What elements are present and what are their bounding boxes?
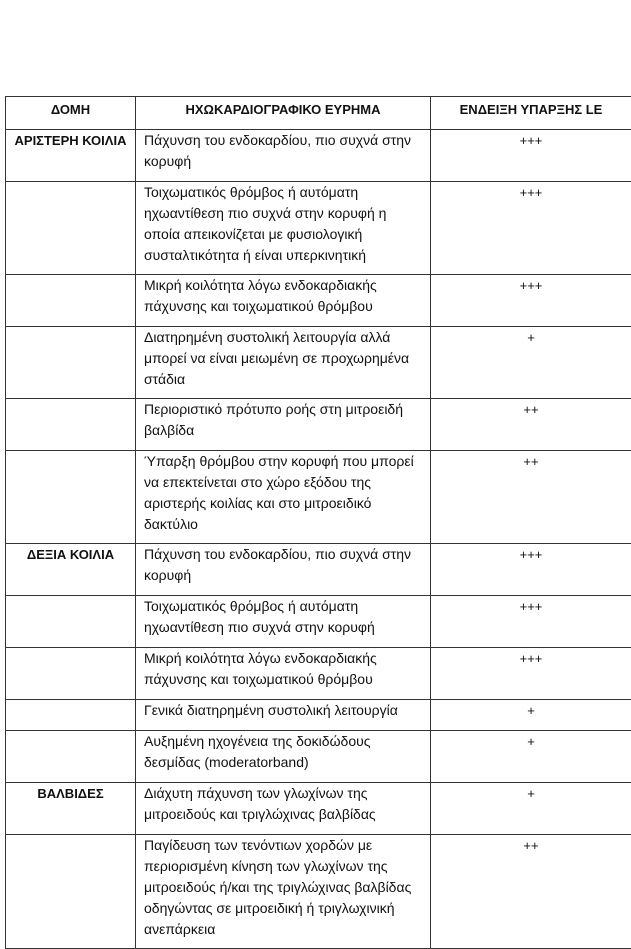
structure-cell: [6, 648, 136, 700]
level-cell: +: [431, 731, 631, 783]
table-body: [6, 130, 631, 949]
structure-cell: [6, 700, 136, 731]
level-cell: +: [431, 700, 631, 731]
structure-cell: [6, 327, 136, 399]
table-row: [6, 783, 631, 835]
finding-cell: Τοιχωματικός θρόμβος ή αυτόματη ηχωαντίθεση πιο συχνά στην κορυφή η οποία απεικονίζεται με φυσιολογική συσταλτικότητα ή είναι υπερκινητική: [136, 182, 431, 275]
finding-cell: Ύπαρξη θρόμβου στην κορυφή που μπορεί να επεκτείνεται στο χώρο εξόδου της αριστερής κοιλίας και στο μιτροειδικό δακτύλιο: [136, 451, 431, 544]
structure-cell: ΔΕΞΙΑ ΚΟΙΛΙΑ: [6, 544, 136, 596]
finding-cell: Γενικά διατηρημένη συστολική λειτουργία: [136, 700, 431, 731]
table-header-row: [6, 97, 631, 130]
level-cell: ++: [431, 451, 631, 544]
findings-table: [5, 96, 631, 949]
table-row: [6, 596, 631, 648]
level-cell: +: [431, 327, 631, 399]
finding-cell: Αυξημένη ηχογένεια της δοκιδώδους δεσμίδας (moderatorband): [136, 731, 431, 783]
structure-cell: [6, 399, 136, 451]
finding-cell: Πάχυνση του ενδοκαρδίου, πιο συχνά στην κορυφή: [136, 544, 431, 596]
finding-cell: Μικρή κοιλότητα λόγω ενδοκαρδιακής πάχυνσης και τοιχωματικού θρόμβου: [136, 648, 431, 700]
level-cell: +: [431, 783, 631, 835]
structure-cell: [6, 596, 136, 648]
level-cell: ++: [431, 399, 631, 451]
level-cell: ++: [431, 835, 631, 949]
header-structure: ΔΟΜΗ: [6, 97, 136, 130]
table-row: [6, 327, 631, 399]
table-row: [6, 182, 631, 275]
table-row: [6, 648, 631, 700]
header-level: ΕΝΔΕΙΞΗ ΥΠΑΡΞΗΣ LE: [431, 97, 631, 130]
level-cell: +++: [431, 130, 631, 182]
table-row: [6, 835, 631, 949]
structure-cell: ΑΡΙΣΤΕΡΗ ΚΟΙΛΙΑ: [6, 130, 136, 182]
finding-cell: Διατηρημένη συστολική λειτουργία αλλά μπορεί να είναι μειωμένη σε προχωρημένα στάδια: [136, 327, 431, 399]
finding-cell: Περιοριστικό πρότυπο ροής στη μιτροειδή βαλβίδα: [136, 399, 431, 451]
structure-cell: [6, 451, 136, 544]
table-row: [6, 731, 631, 783]
table-row: [6, 544, 631, 596]
level-cell: +++: [431, 596, 631, 648]
structure-cell: [6, 835, 136, 949]
structure-cell: [6, 275, 136, 327]
finding-cell: Πάχυνση του ενδοκαρδίου, πιο συχνά στην κορυφή: [136, 130, 431, 182]
header-finding: ΗΧΩΚΑΡΔΙΟΓΡΑΦΙΚΟ ΕΥΡΗΜΑ: [136, 97, 431, 130]
level-cell: +++: [431, 182, 631, 275]
finding-cell: Διάχυτη πάχυνση των γλωχίνων της μιτροειδούς και τριγλώχινας βαλβίδας: [136, 783, 431, 835]
table-row: [6, 700, 631, 731]
finding-cell: Μικρή κοιλότητα λόγω ενδοκαρδιακής πάχυνσης και τοιχωματικού θρόμβου: [136, 275, 431, 327]
level-cell: +++: [431, 275, 631, 327]
finding-cell: Τοιχωματικός θρόμβος ή αυτόματη ηχωαντίθεση πιο συχνά στην κορυφή: [136, 596, 431, 648]
table-row: [6, 130, 631, 182]
structure-cell: [6, 182, 136, 275]
structure-cell: ΒΑΛΒΙΔΕΣ: [6, 783, 136, 835]
table-row: [6, 399, 631, 451]
level-cell: +++: [431, 544, 631, 596]
level-cell: +++: [431, 648, 631, 700]
table-row: [6, 275, 631, 327]
table-row: [6, 451, 631, 544]
finding-cell: Παγίδευση των τενόντιων χορδών με περιορισμένη κίνηση των γλωχίνων της μιτροειδούς ή/και της τριγλώχινας βαλβίδας οδηγώντας σε μιτροειδική ή τριγλωχινική ανεπάρκεια: [136, 835, 431, 949]
structure-cell: [6, 731, 136, 783]
